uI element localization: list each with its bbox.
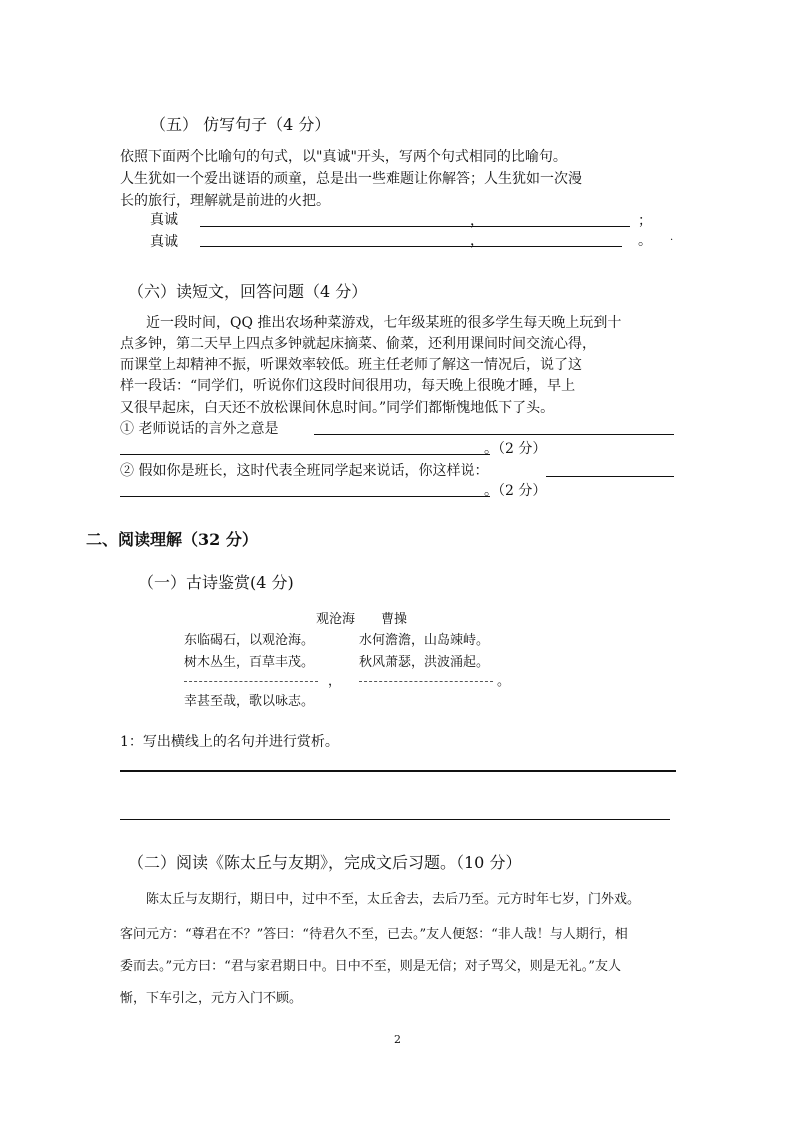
poem-blank-comma: ， bbox=[328, 674, 342, 689]
poem-title: 观沧海 bbox=[316, 612, 356, 627]
passage-line: 近一段时间，QQ 推出农场种菜游戏，七年级某班的很多学生每天晚上玩到十 bbox=[146, 315, 622, 331]
poem-line: 东临碣石，以观沧海。 bbox=[184, 633, 315, 648]
section-5-instruction: 依照下面两个比喻句的句式，以"真诚"开头，写两个句式相同的比喻句。 bbox=[120, 149, 567, 165]
reading-section-title: （二）阅读《陈太丘与友期》，完成文后习题。（10 分） bbox=[128, 853, 522, 872]
question-1-answer-line-2[interactable] bbox=[120, 454, 490, 455]
poem-author: 曹操 bbox=[381, 612, 408, 627]
passage-line: 点多钟，第二天早上四点多钟就起床摘菜、偷菜，还利用课间时间交流心得， bbox=[120, 336, 596, 352]
part-2-heading: 二、阅读理解（32 分） bbox=[86, 530, 258, 549]
section-5-example-line-2: 长的旅行，理解就是前进的火把。 bbox=[120, 193, 330, 209]
poem-answer-line-2[interactable] bbox=[120, 819, 670, 820]
poem-section-title: （一）古诗鉴赏(4 分) bbox=[138, 573, 294, 592]
question-2-score: 。（2 分） bbox=[484, 483, 547, 499]
passage-line: 又很早起床，白天还不放松课间休息时间。”同学们都惭愧地低下了头。 bbox=[120, 400, 555, 416]
question-2-label: ② 假如你是班长，这时代表全班同学起来说话，你这样说： bbox=[120, 463, 489, 479]
passage-line: 样一段话：“同学们，听说你们这段时间很用功，每天晚上很晚才睡，早上 bbox=[120, 378, 576, 394]
answer-line-1[interactable] bbox=[200, 226, 630, 227]
classical-text-line: 委而去。”元方曰：“君与家君期日中。日中不至，则是无信；对子骂父，则是无礼。”友人 bbox=[120, 959, 621, 974]
page-number: 2 bbox=[394, 1033, 401, 1046]
answer-comma-2: ， bbox=[470, 233, 484, 249]
answer-comma-1: ， bbox=[470, 213, 484, 229]
classical-text-line: 惭，下车引之，元方入门不顾。 bbox=[120, 991, 303, 1006]
poem-line: 树木丛生，百草丰茂。 bbox=[184, 655, 315, 670]
section-6-title: （六）读短文，回答问题（4 分） bbox=[128, 282, 368, 301]
answer-prefix-2: 真诚 bbox=[150, 234, 178, 250]
poem-question-1: 1：写出横线上的名句并进行赏析。 bbox=[120, 734, 339, 750]
poem-line: 水何澹澹，山岛竦峙。 bbox=[359, 633, 490, 648]
question-1-score: 。（2 分） bbox=[484, 441, 547, 457]
question-2-answer-line-2[interactable] bbox=[120, 496, 490, 497]
classical-text-line: 陈太丘与友期行，期日中，过中不至，太丘舍去，去后乃至。元方时年七岁，门外戏。 bbox=[146, 892, 641, 907]
poem-blank-2[interactable] bbox=[359, 681, 493, 682]
answer-end-2: 。 bbox=[638, 233, 652, 249]
question-2-answer-line[interactable] bbox=[546, 476, 674, 477]
answer-line-2[interactable] bbox=[200, 246, 622, 247]
answer-end-1: ； bbox=[638, 213, 652, 229]
poem-blank-1[interactable] bbox=[184, 681, 318, 682]
poem-line: 秋风萧瑟，洪波涌起。 bbox=[359, 655, 490, 670]
answer-prefix-1: 真诚 bbox=[150, 212, 178, 228]
passage-line: 而课堂上却精神不振，听课效率较低。班主任老师了解这一情况后，说了这 bbox=[120, 357, 582, 373]
question-1-label: ① 老师说话的言外之意是 bbox=[120, 421, 279, 437]
section-5-title: （五） 仿写句子（4 分） bbox=[150, 115, 331, 134]
classical-text-line: 客问元方：“尊君在不？”答曰：“待君久不至，已去。”友人便怒：“非人哉！与人期行，相 bbox=[120, 927, 628, 942]
section-5-example-line-1: 人生犹如一个爱出谜语的顽童，总是出一些难题让你解答；人生犹如一次漫 bbox=[120, 171, 582, 187]
stray-dot: . bbox=[670, 232, 674, 243]
poem-answer-line-1[interactable] bbox=[120, 770, 676, 772]
poem-blank-end: 。 bbox=[497, 674, 511, 689]
poem-line: 幸甚至哉，歌以咏志。 bbox=[184, 694, 315, 709]
question-1-answer-line[interactable] bbox=[314, 434, 674, 435]
